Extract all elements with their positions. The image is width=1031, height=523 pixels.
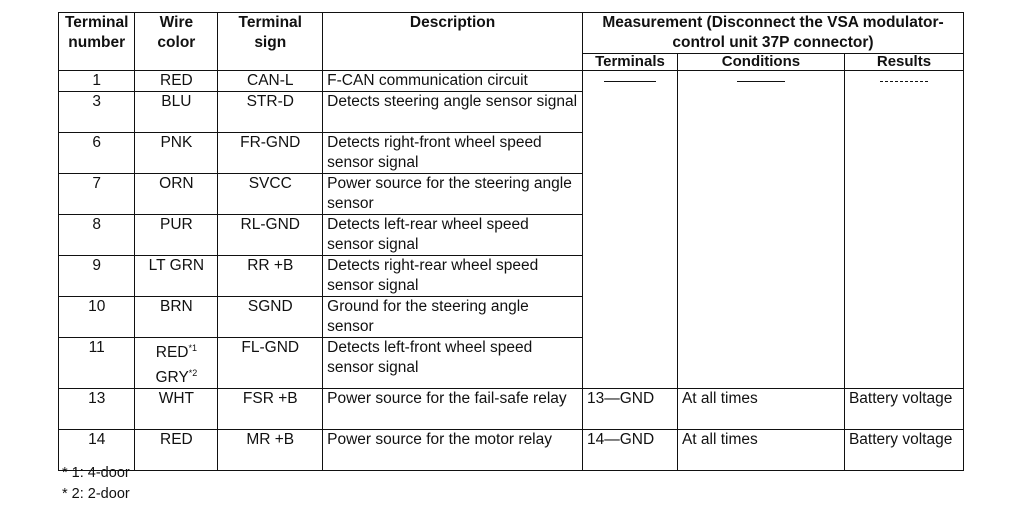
wire-color-cell [135, 338, 218, 389]
wire-color-2door [139, 363, 213, 388]
wire-color-cell: PNK [135, 133, 218, 174]
terminal-sign-cell: FR-GND [218, 133, 323, 174]
description-cell: Detects left-front wheel speed sensor signal [323, 338, 583, 389]
terminal-sign-cell: RL-GND [218, 215, 323, 256]
wire-color-cell: RED [135, 430, 218, 471]
description-cell: Detects left-rear wheel speed sensor signal [323, 215, 583, 256]
measurement-terminals-cell: 13—GND [582, 389, 677, 430]
measurement-results-cell: Battery voltage [844, 430, 963, 471]
terminal-sign-cell: MR +B [218, 430, 323, 471]
wire-color-cell: PUR [135, 215, 218, 256]
empty-dash [737, 81, 785, 82]
wire-color-cell: RED [135, 71, 218, 92]
terminal-sign-cell: FL-GND [218, 338, 323, 389]
terminal-sign-cell: STR-D [218, 92, 323, 133]
table-row [59, 389, 964, 430]
description-cell: Detects right-front wheel speed sensor signal [323, 133, 583, 174]
header-wire-color: Wire color [135, 13, 218, 71]
wire-color-4door [139, 338, 213, 363]
terminal-number-cell: 8 [59, 215, 135, 256]
terminal-number-cell: 14 [59, 430, 135, 471]
empty-dash [880, 81, 928, 82]
header-measurement: Measurement (Disconnect the VSA modulator-control unit 37P connector) [582, 13, 963, 54]
table-row [59, 71, 964, 92]
terminals-empty-cell [582, 71, 677, 389]
terminal-sign-cell: CAN-L [218, 71, 323, 92]
header-terminal-sign: Terminal sign [218, 13, 323, 71]
terminal-sign-cell: SVCC [218, 174, 323, 215]
terminal-number-cell: 11 [59, 338, 135, 389]
wire-color-cell: BRN [135, 297, 218, 338]
terminal-table-container [58, 12, 964, 471]
footnote-2door: * 2: 2-door [62, 486, 130, 502]
terminal-sign-cell: SGND [218, 297, 323, 338]
header-results: Results [844, 54, 963, 71]
terminal-sign-cell: FSR +B [218, 389, 323, 430]
footnote-marker: *1 [188, 343, 197, 353]
terminal-number-cell: 7 [59, 174, 135, 215]
header-terminal-number: Terminal number [59, 13, 135, 71]
description-cell: Ground for the steering angle sensor [323, 297, 583, 338]
measurement-conditions-cell: At all times [677, 430, 844, 471]
conditions-empty-cell [677, 71, 844, 389]
terminal-number-cell: 10 [59, 297, 135, 338]
header-terminals: Terminals [582, 54, 677, 71]
empty-dash [604, 81, 656, 82]
wire-color-cell: ORN [135, 174, 218, 215]
header-description: Description [323, 13, 583, 71]
terminal-number-cell: 3 [59, 92, 135, 133]
footnotes [62, 463, 130, 505]
terminal-number-cell: 9 [59, 256, 135, 297]
results-empty-cell [844, 71, 963, 389]
header-conditions: Conditions [677, 54, 844, 71]
wire-color-cell: WHT [135, 389, 218, 430]
terminal-number-cell: 6 [59, 133, 135, 174]
terminal-number-cell: 1 [59, 71, 135, 92]
terminal-table [58, 12, 964, 471]
terminal-sign-cell: RR +B [218, 256, 323, 297]
description-cell: Power source for the steering angle sensor [323, 174, 583, 215]
table-row [59, 430, 964, 471]
wire-color-value: RED [155, 344, 189, 361]
description-cell: Detects right-rear wheel speed sensor signal [323, 256, 583, 297]
measurement-results-cell: Battery voltage [844, 389, 963, 430]
wire-color-cell: LT GRN [135, 256, 218, 297]
terminal-number-cell: 13 [59, 389, 135, 430]
measurement-conditions-cell: At all times [677, 389, 844, 430]
description-cell: F-CAN communication circuit [323, 71, 583, 92]
wire-color-cell: BLU [135, 92, 218, 133]
footnote-4door: * 1: 4-door [62, 465, 130, 481]
description-cell: Detects steering angle sensor signal [323, 92, 583, 133]
measurement-terminals-cell: 14—GND [582, 430, 677, 471]
description-cell: Power source for the motor relay [323, 430, 583, 471]
description-cell: Power source for the fail-safe relay [323, 389, 583, 430]
footnote-marker: *2 [188, 368, 198, 378]
wire-color-value: GRY [155, 369, 189, 386]
